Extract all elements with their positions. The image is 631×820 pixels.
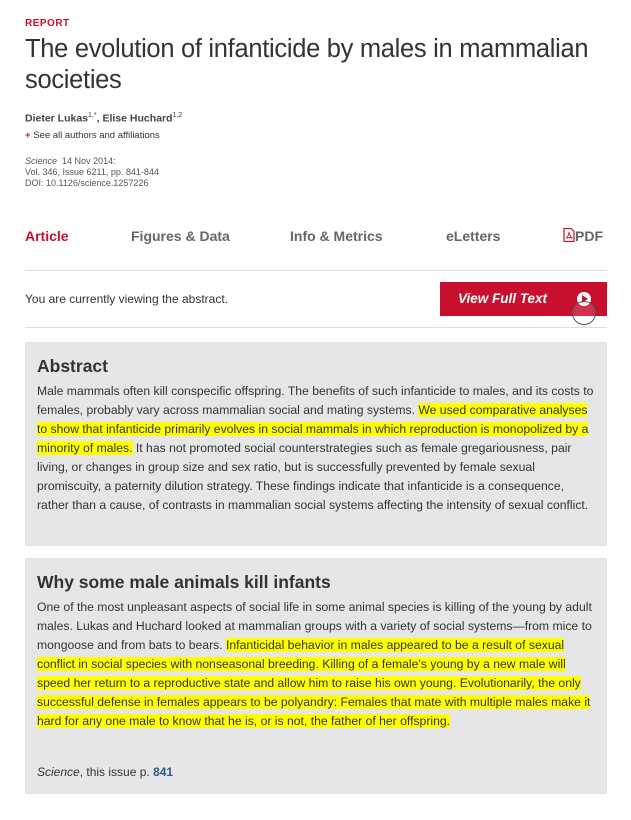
tab-info-metrics[interactable]: Info & Metrics (290, 228, 383, 244)
abstract-heading: Abstract (37, 356, 108, 376)
abstract-text-part: It has not promoted social counterstrategies such as female gregariousness, pair living, or changes in group size and sex ratio, but is successfully prevented by female sexual promiscuity, a paternity dilution strategy. These findings indicate that infanticide is a consequence, rather than a cause, of contrasts in mammalian social systems affecting the intensity of sexual conflict. (37, 441, 589, 512)
source-page-link[interactable]: 841 (153, 765, 174, 779)
summary-source (37, 765, 173, 779)
abstract-box (25, 342, 607, 546)
author-link[interactable]: Dieter Lukas (25, 112, 89, 125)
author-affiliation-sup: 1,* (88, 112, 97, 119)
tab-figures-data[interactable]: Figures & Data (131, 228, 230, 244)
viewing-status: You are currently viewing the abstract. (25, 292, 228, 306)
source-text: , this issue p. (79, 765, 154, 779)
divider (25, 327, 607, 328)
highlighted-text: We used comparative analyses to show that infanticide primarily evolves in social mammals in which reproduction is monopolized by a minority of males. (37, 403, 589, 455)
highlighted-text: Infanticidal behavior in males appeared to be a result of sexual conflict in social species with nonseasonal breeding. Killing of a female's young by a new male will speed her return to a reproductive state and allow him to raise his own young. Evolutionarily, the only successful defense in females appears to be polyandry: Females that mate with multiple males make it hard for any one male to know that he is, or is not, the father of her offspring. (37, 638, 591, 728)
tab-eletters[interactable]: eLetters (446, 228, 501, 244)
cursor-ring-icon (572, 301, 596, 325)
article-tabs (25, 228, 607, 248)
summary-text (37, 598, 599, 731)
journal-name: Science (25, 156, 58, 166)
tab-pdf-label: PDF (575, 228, 603, 244)
section-label: REPORT (25, 18, 70, 29)
author-list: Dieter Lukas$^{1,*}$, Elise Huchard$^{1,2}$ (25, 112, 183, 125)
see-all-authors-link[interactable] (25, 130, 160, 141)
citation-block (25, 156, 159, 189)
tab-article[interactable]: Article (25, 228, 69, 244)
volume-info: Vol. 346, Issue 6211, pp. 841-844 (25, 167, 159, 177)
abstract-text (37, 382, 599, 515)
editor-summary-box (25, 558, 607, 794)
author-link[interactable]: Elise Huchard (102, 112, 173, 125)
source-journal: Science (37, 765, 80, 779)
view-full-text-label: View Full Text (458, 291, 548, 306)
pdf-icon (563, 228, 575, 242)
summary-heading: Why some male animals kill infants (37, 572, 331, 592)
article-title: The evolution of infanticide by males in mammalian societies (25, 35, 589, 94)
tab-pdf[interactable] (563, 228, 603, 244)
abstract-text-part: Male mammals often kill conspecific offspring. The benefits of such infanticide to males, and its costs to females, probably vary across mammalian social and mating systems. (37, 384, 594, 417)
summary-text-part: One of the most unpleasant aspects of social life in some animal species is killing of the young by adult males. Lukas and Huchard looked at mammalian groups with a variety of social systems—from mice to mongoose and from bats to bears. (37, 600, 592, 652)
see-all-label: See all authors and affiliations (33, 130, 160, 141)
author-affiliation-sup: 1,2 (172, 112, 183, 119)
doi: DOI: 10.1126/science.1257226 (25, 178, 149, 188)
divider (25, 270, 607, 271)
publication-date: 14 Nov 2014: (62, 156, 116, 166)
plus-icon: + (25, 130, 31, 141)
